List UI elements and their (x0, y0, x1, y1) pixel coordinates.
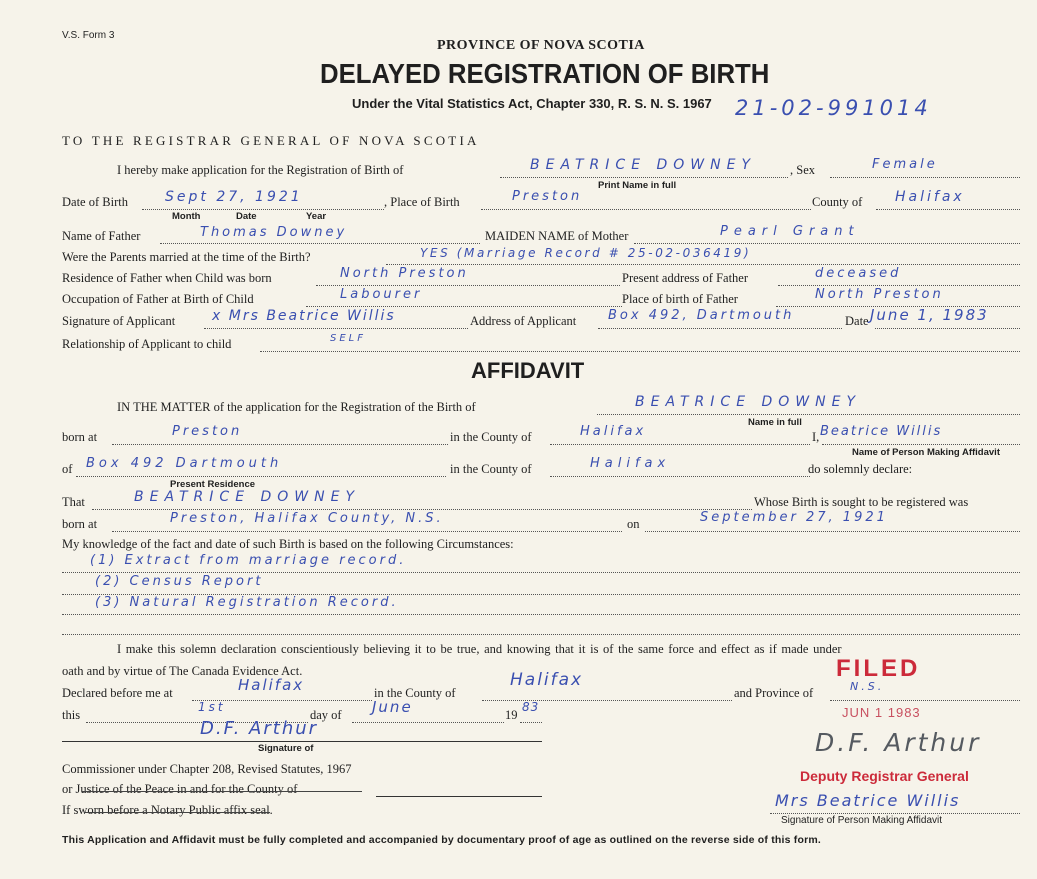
present-address-label: Present address of Father (622, 271, 749, 285)
father-label: Name of Father (62, 229, 141, 243)
whose-birth-label: Whose Birth is sought to be registered was (754, 495, 969, 509)
justice-label: or Justice of the Peace in and for the County of (62, 782, 298, 796)
solemn-declaration-1: I make this solemn declaration conscientiously believing it to be true, and knowing that it is of the same force and effect as if made under (117, 642, 842, 656)
county-value: Halifax (895, 189, 965, 205)
affidavit-county-value: Halifax (580, 424, 647, 439)
applicant-signature: x Mrs Beatrice Willis (212, 308, 396, 324)
occupation-label: Occupation of Father at Birth of Child (62, 292, 254, 306)
born-at2-value: Preston, Halifax County, N.S. (170, 511, 444, 526)
child-name-value: BEATRICE DOWNEY (530, 157, 757, 173)
circumstance-3: (3) Natural Registration Record. (95, 595, 399, 610)
affidavit-county2-label: in the County of (450, 462, 532, 476)
matter-label: IN THE MATTER of the application for the Registration of the Birth of (117, 400, 476, 414)
present-residence-hint: Present Residence (170, 479, 256, 490)
residence-label: Residence of Father when Child was born (62, 271, 272, 285)
place-label: , Place of Birth (384, 195, 460, 209)
that-label: That (62, 495, 85, 509)
deponent-signature-hint: Signature of Person Making Affidavit (781, 815, 943, 826)
year-prefix: 19 (505, 708, 518, 722)
this-value: 1st (198, 700, 226, 714)
applicant-signature-label: Signature of Applicant (62, 314, 176, 328)
addressee: TO THE REGISTRAR GENERAL OF NOVA SCOTIA (62, 133, 480, 148)
year-hint: Year (306, 211, 327, 222)
father-birthplace-value: North Preston (815, 287, 944, 302)
mother-value: Pearl Grant (720, 224, 860, 239)
declared-label: Declared before me at (62, 686, 173, 700)
residence-value: North Preston (340, 266, 469, 281)
form-number: V.S. Form 3 (62, 30, 115, 41)
present-address-value: deceased (815, 266, 902, 281)
relationship-label: Relationship of Applicant to child (62, 337, 232, 351)
of-label: of (62, 462, 73, 476)
declared-county-value: Halifax (510, 670, 584, 690)
that-value: BEATRICE DOWNEY (134, 489, 361, 505)
deponent-signature: Mrs Beatrice Willis (775, 791, 961, 810)
province-value: N.S. (850, 680, 885, 693)
affidavit-county-label: in the County of (450, 430, 532, 444)
registration-number: 21-02-991014 (735, 96, 932, 120)
declared-value: Halifax (238, 676, 305, 694)
declare-label: do solemnly declare: (808, 462, 913, 476)
occupation-value: Labourer (340, 287, 423, 302)
mother-label: MAIDEN NAME of Mother (485, 229, 629, 243)
year-value: 83 (522, 700, 540, 714)
of-value: Box 492 Dartmouth (86, 456, 283, 471)
knowledge-label: My knowledge of the fact and date of such Birth is based on the following Circumstances: (62, 537, 514, 551)
on-value: September 27, 1921 (700, 510, 888, 525)
affidavit-county2-value: Halifax (590, 456, 671, 471)
form-subtitle: Under the Vital Statistics Act, Chapter 330, R. S. N. S. 1967 (352, 96, 712, 111)
province-label: and Province of (734, 686, 814, 700)
declared-county-label: in the County of (374, 686, 456, 700)
solemn-declaration-2: oath and by virtue of The Canada Evidence Act. (62, 664, 303, 678)
sex-value: Female (872, 157, 938, 172)
form-title: DELAYED REGISTRATION OF BIRTH (320, 58, 770, 89)
married-label: Were the Parents married at the time of the Birth? (62, 250, 311, 264)
sex-label: , Sex (790, 163, 815, 177)
name-in-full-hint: Name in full (748, 417, 802, 428)
footer-note: This Application and Affidavit must be fully completed and accompanied by documentary proof of age as outlined on the reverse side of this form. (62, 834, 822, 846)
relationship-value: SELF (330, 333, 366, 344)
applicant-address-label: Address of Applicant (470, 314, 577, 328)
married-value: YES (Marriage Record # 25-02-036419) (420, 246, 752, 260)
date-label: Date (845, 314, 869, 328)
date-hint: Date (236, 211, 257, 222)
matter-value: BEATRICE DOWNEY (635, 394, 862, 410)
circumstance-2: (2) Census Report (95, 574, 264, 589)
day-of-label: day of (310, 708, 342, 722)
father-value: Thomas Downey (200, 225, 348, 240)
application-intro: I hereby make application for the Registration of Birth of (117, 163, 404, 177)
application-date-value: June 1, 1983 (870, 306, 989, 324)
month-hint: Month (172, 211, 201, 222)
signature-of-hint: Signature of (258, 743, 314, 754)
born-at-value: Preston (172, 424, 243, 439)
stamp-date: JUN 1 1983 (842, 705, 921, 720)
dob-value: Sept 27, 1921 (165, 189, 303, 205)
commissioner-signature: D.F. Arthur (200, 718, 319, 739)
this-label: this (62, 708, 81, 722)
day-of-value: June (372, 698, 413, 716)
print-name-hint: Print Name in full (598, 180, 677, 191)
commissioner-label: Commissioner under Chapter 208, Revised Statutes, 1967 (62, 762, 352, 776)
dob-label: Date of Birth (62, 195, 128, 209)
province-heading: PROVINCE OF NOVA SCOTIA (437, 38, 645, 53)
place-value: Preston (512, 189, 583, 204)
father-birthplace-label: Place of birth of Father (622, 292, 738, 306)
filed-stamp: FILED (836, 655, 921, 682)
on-label: on (627, 517, 640, 531)
affiant-name-value: Beatrice Willis (820, 424, 943, 439)
circumstance-1: (1) Extract from marriage record. (90, 553, 407, 568)
county-label: County of (812, 195, 863, 209)
born-at-label: born at (62, 430, 98, 444)
affidavit-title: AFFIDAVIT (471, 358, 585, 383)
deputy-registrar-title: Deputy Registrar General (800, 768, 969, 784)
registrar-signature: D.F. Arthur (815, 728, 982, 757)
affiant-name-hint: Name of Person Making Affidavit (852, 447, 1000, 458)
born-at2-label: born at (62, 517, 98, 531)
i-label: I, (812, 430, 820, 444)
notary-label: If sworn before a Notary Public affix seal. (62, 803, 273, 817)
applicant-address-value: Box 492, Dartmouth (608, 308, 795, 323)
